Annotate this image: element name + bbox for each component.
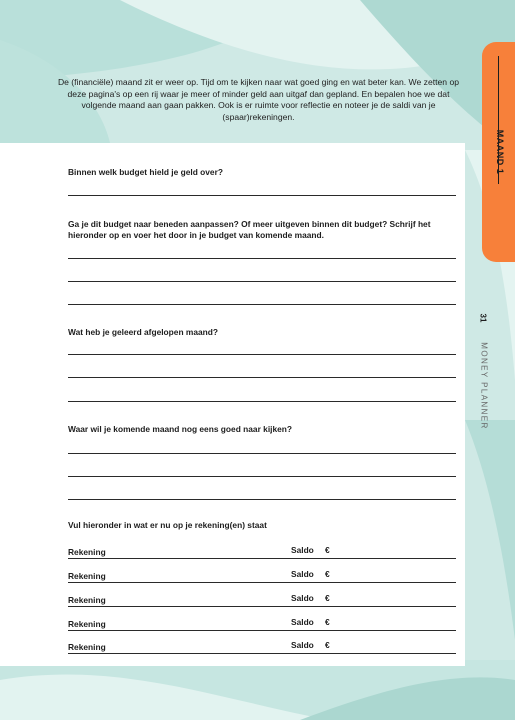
answer-line[interactable] [68,258,456,259]
saldo-label: Saldo [291,640,314,650]
account-label: Rekening [68,595,106,605]
question-budget-surplus: Binnen welk budget hield je geld over? [68,167,223,177]
question-next-month-focus: Waar wil je komende maand nog eens goed naar kijken? [68,424,293,434]
accounts-heading: Vul hieronder in wat er nu op je rekening(en) staat [68,520,267,530]
account-line[interactable] [68,558,456,559]
answer-line[interactable] [68,401,456,402]
saldo-label: Saldo [291,617,314,627]
answer-line[interactable] [68,453,456,454]
saldo-label: Saldo [291,593,314,603]
account-line[interactable] [68,630,456,631]
intro-text: De (financiële) maand zit er weer op. Tijd om te kijken naar wat goed ging en wat beter kan. We zetten op deze pagina's op een rij waar je meer of minder geld aan uitgaf dan gepland. En bepalen hoe we dat volgende maand aan gaan pakken. Ook is er ruimte voor reflectie en noteer je de saldi van je (spaar)rekeningen. [57,77,460,122]
answer-line[interactable] [68,195,456,196]
answer-line[interactable] [68,499,456,500]
saldo-label: Saldo [291,545,314,555]
account-label: Rekening [68,642,106,652]
account-line[interactable] [68,582,456,583]
account-label: Rekening [68,547,106,557]
account-line[interactable] [68,606,456,607]
question-lessons-learned: Wat heb je geleerd afgelopen maand? [68,327,219,337]
saldo-label: Saldo [291,569,314,579]
answer-line[interactable] [68,354,456,355]
account-line[interactable] [68,653,456,654]
currency-symbol: € [325,593,330,603]
currency-symbol: € [325,617,330,627]
answer-line[interactable] [68,304,456,305]
answer-line[interactable] [68,281,456,282]
account-label: Rekening [68,619,106,629]
answer-line[interactable] [68,377,456,378]
currency-symbol: € [325,640,330,650]
question-adjust-budget: Ga je dit budget naar beneden aanpassen? Of meer uitgeven binnen dit budget? Schrijf het hieronder op en voer het door in je budget van komende maand. [68,219,431,240]
brand-name: MONEY PLANNER [479,342,489,430]
account-label: Rekening [68,571,106,581]
currency-symbol: € [325,569,330,579]
page-number: 31 [478,313,488,323]
currency-symbol: € [325,545,330,555]
answer-line[interactable] [68,476,456,477]
month-tab-label: MAAND 1 [495,129,505,175]
